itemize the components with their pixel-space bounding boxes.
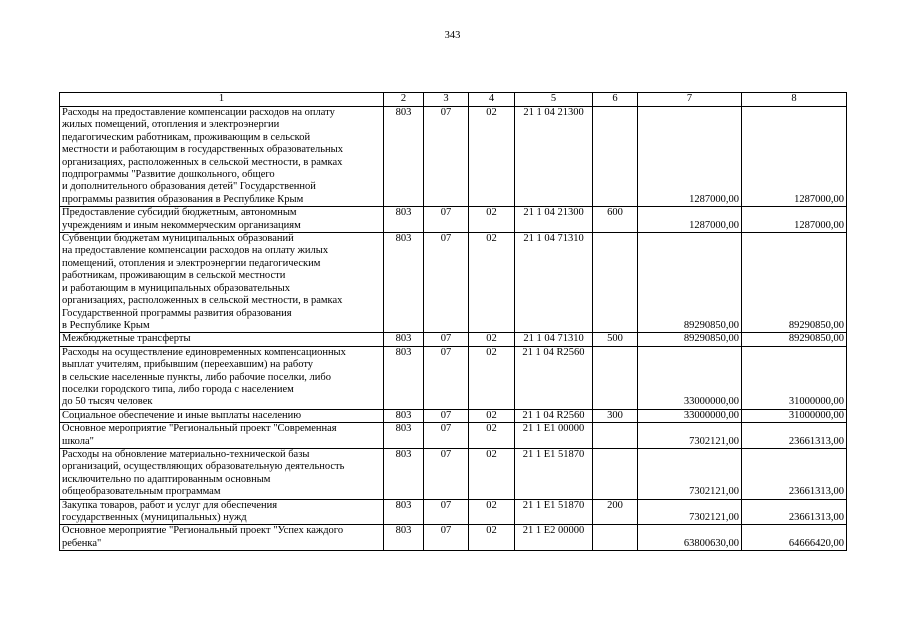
- cell-amount-col7: 63800630,00: [638, 525, 742, 551]
- cell-ministry-code: 803: [384, 499, 424, 525]
- row-name: Расходы на осуществление единовременных компенсационных выплат учителям, прибывшим (переехавшим) на работу в сельские населенные пункты, либо рабочие поселки, либо поселки городского типа, либо города с населением до 50 тысяч человек: [60, 346, 384, 409]
- header-cell: 5: [515, 93, 593, 107]
- cell-amount-col7: 1287000,00: [638, 107, 742, 207]
- cell-expense-type: [593, 423, 638, 449]
- cell-subsection: 02: [469, 525, 515, 551]
- cell-amount-col7: 33000000,00: [638, 409, 742, 422]
- cell-expense-type: [593, 525, 638, 551]
- cell-section: 07: [424, 499, 469, 525]
- cell-target-article: 21 1 04 21300: [515, 107, 593, 207]
- cell-amount-col8: 23661313,00: [742, 499, 847, 525]
- cell-ministry-code: 803: [384, 333, 424, 346]
- row-name: Предоставление субсидий бюджетным, автономным учреждениям и иным некоммерческим организациям: [60, 207, 384, 233]
- cell-amount-col8: 31000000,00: [742, 409, 847, 422]
- cell-target-article: 21 1 E2 00000: [515, 525, 593, 551]
- header-cell: 3: [424, 93, 469, 107]
- cell-subsection: 02: [469, 499, 515, 525]
- row-name: Закупка товаров, работ и услуг для обеспечения государственных (муниципальных) нужд: [60, 499, 384, 525]
- cell-amount-col8: 23661313,00: [742, 448, 847, 499]
- cell-subsection: 02: [469, 233, 515, 333]
- cell-ministry-code: 803: [384, 448, 424, 499]
- row-name: Основное мероприятие "Региональный проект "Успех каждого ребенка": [60, 525, 384, 551]
- header-cell: 2: [384, 93, 424, 107]
- cell-ministry-code: 803: [384, 346, 424, 409]
- cell-amount-col8: 31000000,00: [742, 346, 847, 409]
- row-name: Межбюджетные трансферты: [60, 333, 384, 346]
- cell-section: 07: [424, 409, 469, 422]
- cell-section: 07: [424, 107, 469, 207]
- cell-expense-type: 500: [593, 333, 638, 346]
- table-row: [60, 107, 847, 207]
- cell-section: 07: [424, 423, 469, 449]
- cell-amount-col7: 1287000,00: [638, 207, 742, 233]
- cell-target-article: 21 1 04 R2560: [515, 346, 593, 409]
- cell-target-article: 21 1 04 71310: [515, 233, 593, 333]
- header-cell: 6: [593, 93, 638, 107]
- cell-target-article: 21 1 04 71310: [515, 333, 593, 346]
- cell-amount-col7: 33000000,00: [638, 346, 742, 409]
- cell-subsection: 02: [469, 423, 515, 449]
- cell-amount-col8: 64666420,00: [742, 525, 847, 551]
- row-name: Основное мероприятие "Региональный проект "Современная школа": [60, 423, 384, 449]
- cell-section: 07: [424, 346, 469, 409]
- cell-section: 07: [424, 233, 469, 333]
- cell-ministry-code: 803: [384, 207, 424, 233]
- cell-target-article: 21 1 E1 00000: [515, 423, 593, 449]
- table-header-row: [60, 93, 847, 107]
- table-row: [60, 525, 847, 551]
- cell-expense-type: [593, 448, 638, 499]
- cell-amount-col8: 23661313,00: [742, 423, 847, 449]
- cell-section: 07: [424, 525, 469, 551]
- cell-target-article: 21 1 E1 51870: [515, 448, 593, 499]
- row-name: Расходы на предоставление компенсации расходов на оплату жилых помещений, отопления и электроэнергии педагогическим работникам, проживающим в сельской местности и работающим в государственных образовательных организациях, расположенных в сельской местности, в рамках подпрограммы "Развитие дошкольного, общего и дополнительного образования детей" Государственной программы развития образования в Республике Крым: [60, 107, 384, 207]
- header-cell: 4: [469, 93, 515, 107]
- cell-target-article: 21 1 04 21300: [515, 207, 593, 233]
- cell-target-article: 21 1 04 R2560: [515, 409, 593, 422]
- header-cell: 1: [60, 93, 384, 107]
- cell-subsection: 02: [469, 346, 515, 409]
- cell-amount-col7: 89290850,00: [638, 233, 742, 333]
- cell-amount-col8: 1287000,00: [742, 107, 847, 207]
- cell-target-article: 21 1 E1 51870: [515, 499, 593, 525]
- cell-subsection: 02: [469, 333, 515, 346]
- cell-amount-col8: 89290850,00: [742, 333, 847, 346]
- cell-section: 07: [424, 448, 469, 499]
- cell-ministry-code: 803: [384, 525, 424, 551]
- table-row: [60, 499, 847, 525]
- cell-expense-type: 300: [593, 409, 638, 422]
- page-number: 343: [444, 30, 461, 41]
- cell-ministry-code: 803: [384, 409, 424, 422]
- cell-subsection: 02: [469, 207, 515, 233]
- header-cell: 7: [638, 93, 742, 107]
- cell-expense-type: [593, 233, 638, 333]
- table-row: [60, 423, 847, 449]
- cell-expense-type: [593, 107, 638, 207]
- cell-subsection: 02: [469, 409, 515, 422]
- cell-amount-col8: 1287000,00: [742, 207, 847, 233]
- cell-amount-col7: 7302121,00: [638, 448, 742, 499]
- cell-amount-col8: 89290850,00: [742, 233, 847, 333]
- table-row: [60, 207, 847, 233]
- table-row: [60, 409, 847, 422]
- row-name: Расходы на обновление материально-технической базы организаций, осуществляющих образовательную деятельность исключительно по адаптированным основным общеобразовательным программам: [60, 448, 384, 499]
- cell-ministry-code: 803: [384, 423, 424, 449]
- cell-expense-type: 600: [593, 207, 638, 233]
- table-row: [60, 333, 847, 346]
- cell-expense-type: 200: [593, 499, 638, 525]
- table-row: [60, 448, 847, 499]
- cell-expense-type: [593, 346, 638, 409]
- table-row: [60, 346, 847, 409]
- cell-subsection: 02: [469, 107, 515, 207]
- cell-amount-col7: 7302121,00: [638, 499, 742, 525]
- cell-amount-col7: 7302121,00: [638, 423, 742, 449]
- row-name: Субвенции бюджетам муниципальных образований на предоставление компенсации расходов на оплату жилых помещений, отопления и электроэнергии педагогическим работникам, проживающим в сельской местности и работающим в муниципальных образовательных организациях, расположенных в сельской местности, в рамках Государственной программы развития образования в Республике Крым: [60, 233, 384, 333]
- cell-ministry-code: 803: [384, 107, 424, 207]
- row-name: Социальное обеспечение и иные выплаты населению: [60, 409, 384, 422]
- cell-section: 07: [424, 333, 469, 346]
- budget-table: [59, 92, 847, 551]
- cell-section: 07: [424, 207, 469, 233]
- header-cell: 8: [742, 93, 847, 107]
- cell-ministry-code: 803: [384, 233, 424, 333]
- cell-amount-col7: 89290850,00: [638, 333, 742, 346]
- cell-subsection: 02: [469, 448, 515, 499]
- table-row: [60, 233, 847, 333]
